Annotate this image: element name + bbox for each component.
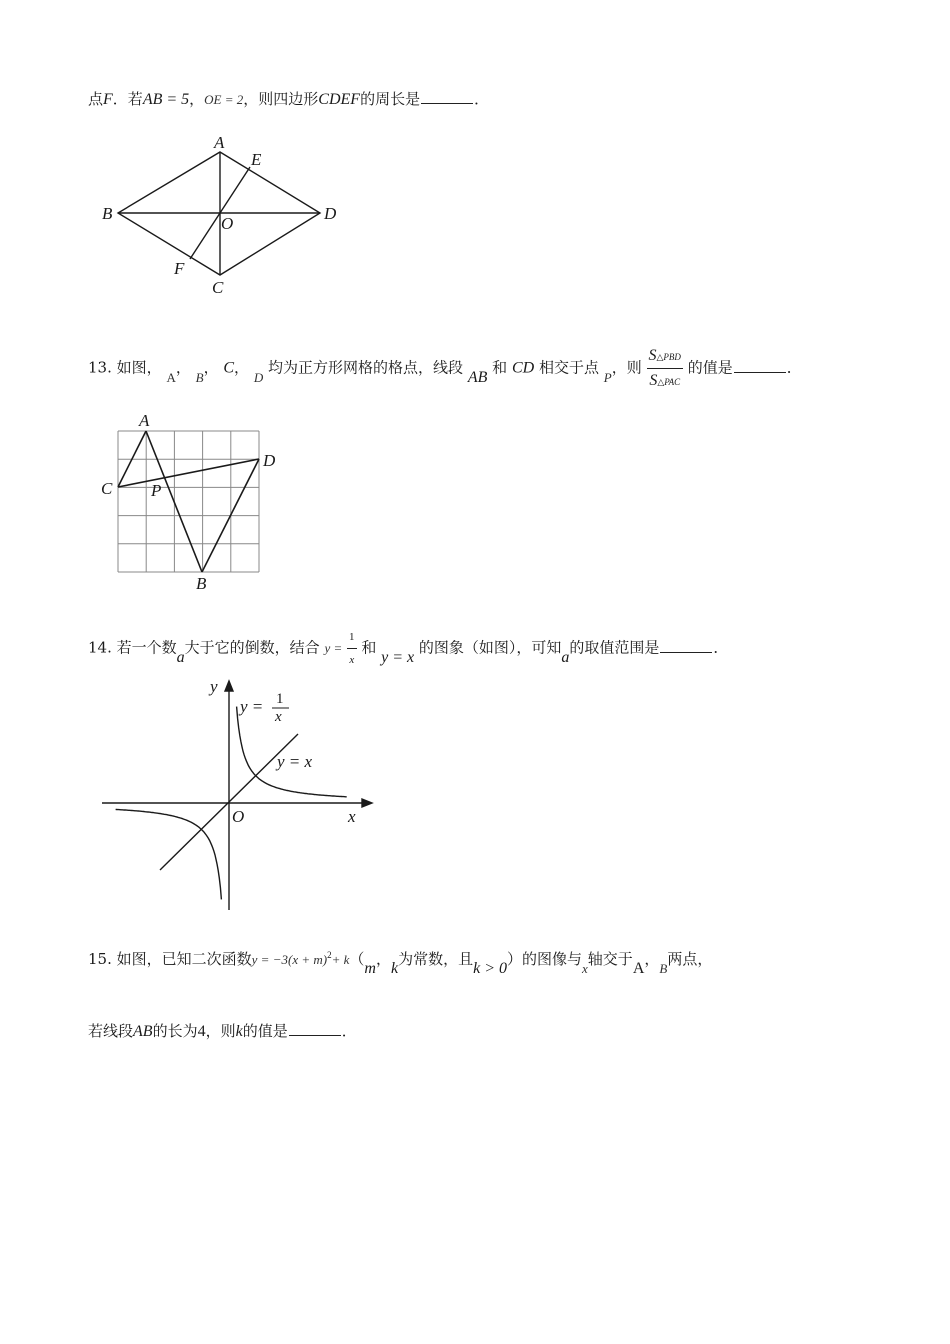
q15-function: + k [331, 952, 350, 967]
label-e: E [251, 150, 262, 169]
fraction-s: S [649, 372, 658, 389]
q13-text: ， [175, 358, 191, 377]
fraction-s: S [648, 347, 657, 364]
q14-eq1-lhs: y = [324, 640, 343, 656]
q12-text: ， [189, 90, 205, 108]
q15-text: ）的图像与 [507, 950, 583, 968]
hyperbola-label-lhs: y = [240, 697, 264, 716]
q13-var: P [603, 369, 612, 385]
segment-cd [118, 459, 259, 487]
q15-text: 的值是 [242, 1022, 288, 1040]
q13-var: B [195, 369, 204, 385]
q13-line [88, 344, 802, 393]
label-b: B [196, 574, 207, 593]
q15-text: 两点， [667, 950, 713, 968]
q15-text: ， [375, 950, 391, 968]
q13-var: A [166, 369, 176, 385]
label-o: O [221, 214, 234, 233]
line-label: y = x [277, 752, 313, 771]
x-axis-arrow [362, 799, 372, 807]
y-axis-label: y [210, 677, 218, 696]
q12-line [88, 88, 489, 111]
q13-text: 均为正方形网格的格点，线段 [268, 358, 464, 377]
q13-var: C [223, 359, 235, 377]
q15-exponent: 2 [327, 950, 332, 960]
label-a: A [139, 411, 150, 430]
q13-text: 相交于点 [538, 358, 599, 377]
fraction-numerator: 1 [347, 626, 357, 649]
q12-text: 的周长是 [360, 90, 421, 108]
q15-text: （ [349, 950, 365, 968]
q14-eq1-fraction [347, 626, 357, 671]
q15-var: x [582, 961, 588, 976]
q15-length: 4 [197, 1023, 206, 1040]
q15-text: ， [644, 950, 660, 968]
answer-blank[interactable] [660, 638, 712, 653]
q14-text: 大于它的倒数，结合 [184, 638, 320, 657]
line-y-equals-x [160, 734, 298, 870]
q15-text: 如图，已知二次函数 [116, 950, 252, 968]
label-p: P [151, 481, 162, 500]
answer-blank[interactable] [421, 89, 473, 104]
q13-var: CD [511, 359, 535, 377]
q12-var: F [103, 91, 113, 108]
area-ratio-fraction [647, 344, 683, 393]
q12-cond-oe: OE = 2 [204, 92, 244, 107]
q13-text: ， [234, 358, 250, 377]
segment-ab [146, 431, 202, 572]
fraction-sub: △PBD [656, 352, 681, 362]
q12-text: 点 [88, 90, 104, 108]
origin-label: O [232, 807, 245, 826]
answer-blank[interactable] [289, 1021, 341, 1036]
fraction-sub: △PAC [657, 377, 681, 387]
q13-text: 如图， [116, 358, 162, 377]
q12-shape: CDEF [318, 91, 361, 108]
hyperbola-label-num: 1 [276, 691, 284, 707]
q15-text: 轴交于 [587, 950, 633, 968]
segment-ef [190, 167, 250, 259]
q15-text: 若线段 [88, 1022, 134, 1040]
label-c: C [212, 278, 224, 297]
question-number: 14. [88, 638, 112, 657]
q15-var: m [364, 960, 376, 977]
q14-text: 和 [361, 638, 377, 657]
q12-text: ． [474, 90, 490, 108]
q15-cond: k > 0 [473, 960, 507, 977]
q15-line1 [88, 944, 713, 977]
q14-text: 的图象（如图），可知 [418, 638, 562, 657]
x-axis-label: x [348, 807, 356, 826]
q13-var: D [253, 369, 264, 385]
label-b: B [102, 204, 113, 223]
q15-text: ． [341, 1022, 357, 1040]
q13-text: ． [786, 358, 802, 377]
q14-text: 若一个数 [116, 638, 177, 657]
q15-function: (x + m) [287, 952, 328, 967]
label-a: A [214, 133, 225, 152]
question-number: 15. [88, 950, 112, 968]
q14-var: a [176, 648, 185, 666]
hyperbola-label-den: x [275, 709, 282, 725]
q15-var: k [390, 960, 399, 977]
q13-text: 的值是 [687, 358, 733, 377]
label-c: C [101, 479, 113, 498]
q14-eq2: y = x [381, 648, 415, 666]
y-axis-arrow [225, 681, 233, 691]
q15-text: ，则 [205, 1022, 236, 1040]
q15-text: 为常数，且 [398, 950, 474, 968]
label-d: D [263, 451, 276, 470]
fraction-denominator: x [349, 654, 355, 666]
q13-text: ，则 [611, 358, 642, 377]
q12-text: ，则四边形 [243, 90, 319, 108]
q15-var: AB [133, 1023, 153, 1040]
q13-text: ， [203, 358, 219, 377]
q13-var: AB [467, 368, 488, 386]
q12-cond-ab: AB = 5 [142, 91, 190, 108]
q14-line [88, 626, 728, 671]
q14-text: ． [713, 638, 729, 657]
q14-var: a [561, 648, 570, 666]
q14-text: 的取值范围是 [569, 638, 660, 657]
square-grid [118, 431, 259, 572]
segment-ac [118, 431, 146, 487]
q15-line2 [88, 1020, 357, 1043]
q15-var: k [235, 1023, 243, 1040]
hyperbola-branch-q1 [237, 707, 347, 797]
segment-bd [202, 459, 259, 572]
question-number: 13. [88, 358, 112, 377]
q12-text: ．若 [112, 90, 143, 108]
answer-blank[interactable] [734, 358, 786, 373]
q15-function: y = −3 [251, 952, 288, 967]
q15-text: 的长为 [152, 1022, 198, 1040]
rhombus-outline [118, 152, 320, 275]
hyperbola-branch-q3 [116, 809, 222, 899]
label-d: D [324, 204, 337, 223]
q13-text: 和 [492, 358, 508, 377]
label-f: F [174, 259, 185, 278]
q15-var: A [632, 960, 645, 977]
q15-var: B [659, 961, 668, 976]
